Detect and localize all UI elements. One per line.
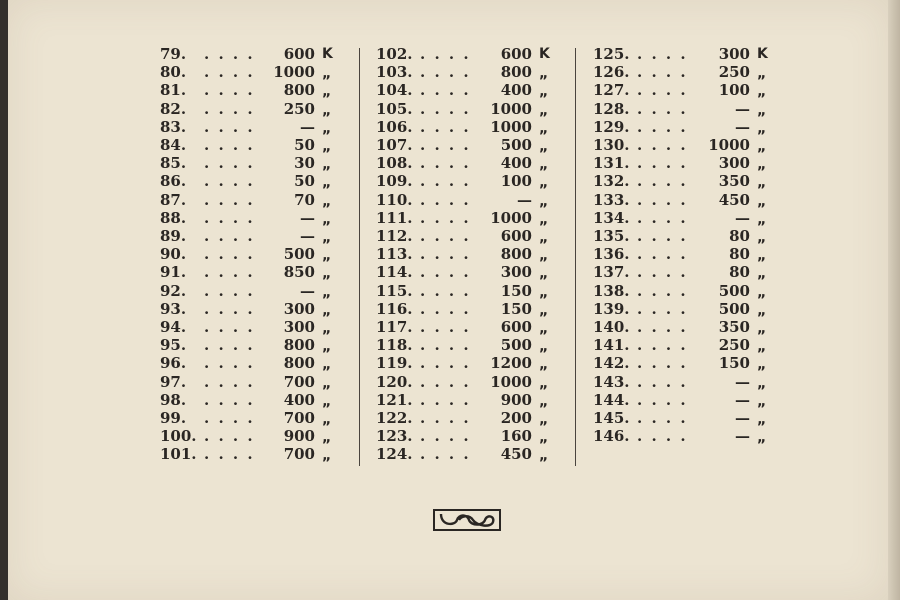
leader-dots: . . . . [420, 409, 471, 427]
leader-dots: . . . . [204, 372, 255, 391]
entry-amount: 900 [500, 390, 532, 409]
entry-number: 133. [593, 190, 630, 209]
leader-dots: . . . . [420, 299, 471, 318]
ditto-mark: „ [757, 321, 767, 337]
entry-amount: — [300, 208, 315, 227]
entry-number: 84. [160, 136, 187, 154]
entry-number: 93. [160, 299, 187, 318]
ditto-mark: „ [539, 211, 549, 228]
currency-unit: K [322, 46, 333, 62]
leader-dots: . . . . [420, 227, 471, 245]
entry-number: 115. [376, 281, 413, 300]
entry-number: 121. [376, 390, 413, 409]
leader-dots: . . . . [420, 154, 471, 173]
table-row [0, 282, 900, 300]
entry-number: 135. [593, 227, 630, 245]
ditto-mark: „ [322, 357, 332, 374]
leader-dots: . . . . [420, 318, 471, 336]
entry-number: 94. [160, 318, 187, 336]
ditto-mark: „ [322, 102, 332, 119]
ditto-mark: „ [322, 430, 332, 447]
leader-dots: . . . . [204, 190, 255, 209]
entry-number: 137. [593, 263, 630, 282]
ditto-mark: „ [757, 211, 767, 228]
leader-dots: . . . . [420, 281, 471, 300]
entry-number: 131. [593, 154, 630, 173]
leader-dots: . . . . [204, 154, 255, 173]
leader-dots: . . . . [420, 390, 471, 409]
entry-number: 134. [593, 208, 630, 227]
ditto-mark: „ [322, 284, 332, 301]
leader-dots: . . . . [204, 281, 255, 300]
table-row [0, 336, 900, 354]
ditto-mark: „ [757, 375, 767, 392]
table-row [0, 100, 900, 118]
table-row [0, 263, 900, 281]
ditto-mark: „ [322, 375, 332, 392]
entry-number: 120. [376, 372, 413, 391]
ditto-mark: „ [539, 284, 549, 301]
leader-dots: . . . . [637, 409, 688, 427]
entry-amount: 250 [283, 99, 315, 118]
ditto-mark: „ [322, 339, 332, 356]
table-row [0, 209, 900, 227]
leader-dots: . . . . [420, 81, 471, 100]
entry-number: 90. [160, 245, 187, 264]
entry-amount: 350 [718, 318, 750, 336]
entry-number: 130. [593, 136, 630, 154]
entry-amount: — [735, 409, 750, 427]
ditto-mark: „ [539, 393, 549, 410]
entry-amount: 600 [500, 227, 532, 245]
entry-amount: 150 [718, 354, 750, 373]
entry-number: 108. [376, 154, 413, 173]
leader-dots: . . . . [204, 299, 255, 318]
ditto-mark: „ [539, 339, 549, 356]
entry-amount: 450 [500, 445, 532, 464]
ditto-mark: „ [322, 248, 332, 265]
leader-dots: . . . . [204, 172, 255, 191]
entry-amount: 300 [283, 299, 315, 318]
leader-dots: . . . . [204, 117, 255, 136]
leader-dots: . . . . [637, 45, 688, 63]
leader-dots: . . . . [204, 354, 255, 373]
table-row [0, 227, 900, 245]
leader-dots: . . . . [420, 63, 471, 82]
entry-amount: 150 [500, 281, 532, 300]
entry-amount: 450 [718, 190, 750, 209]
entry-amount: 50 [294, 172, 315, 191]
entry-number: 141. [593, 336, 630, 355]
entry-amount: 300 [500, 263, 532, 282]
entry-number: 114. [376, 263, 413, 282]
entry-number: 139. [593, 299, 630, 318]
table-row [0, 191, 900, 209]
entry-amount: 600 [500, 45, 532, 63]
leader-dots: . . . . [204, 227, 255, 245]
entry-number: 123. [376, 427, 413, 446]
ditto-mark: „ [322, 139, 332, 155]
ditto-mark: „ [322, 120, 332, 137]
entry-amount: 400 [500, 154, 532, 173]
entry-amount: — [735, 372, 750, 391]
leader-dots: . . . . [637, 154, 688, 173]
entry-number: 102. [376, 45, 413, 63]
entry-amount: 150 [500, 299, 532, 318]
table-row [0, 409, 900, 427]
column-rule-1 [359, 48, 360, 466]
entry-amount: — [735, 208, 750, 227]
entry-number: 140. [593, 318, 630, 336]
ditto-mark: „ [322, 211, 332, 228]
leader-dots: . . . . [204, 81, 255, 100]
entry-amount: 500 [718, 281, 750, 300]
ditto-mark: „ [322, 302, 332, 319]
leader-dots: . . . . [420, 427, 471, 446]
entry-amount: 80 [729, 227, 750, 245]
entry-number: 88. [160, 208, 187, 227]
entry-number: 146. [593, 427, 630, 446]
entry-amount: 900 [283, 427, 315, 446]
table-row [0, 354, 900, 372]
leader-dots: . . . . [204, 318, 255, 336]
table-row [0, 154, 900, 172]
entry-amount: 800 [283, 336, 315, 355]
entry-number: 136. [593, 245, 630, 264]
entry-number: 129. [593, 117, 630, 136]
leader-dots: . . . . [204, 208, 255, 227]
entry-amount: — [300, 117, 315, 136]
entry-number: 128. [593, 99, 630, 118]
leader-dots: . . . . [637, 136, 688, 154]
entry-number: 81. [160, 81, 187, 100]
ditto-mark: „ [539, 175, 549, 192]
leader-dots: . . . . [637, 354, 688, 373]
entry-number: 92. [160, 281, 187, 300]
entry-amount: 1000 [490, 208, 532, 227]
ditto-mark: „ [322, 321, 332, 337]
entry-number: 89. [160, 227, 187, 245]
ditto-mark: „ [539, 357, 549, 374]
ditto-mark: „ [757, 357, 767, 374]
currency-unit: K [757, 46, 768, 62]
entry-number: 124. [376, 445, 413, 464]
ditto-mark: „ [757, 157, 767, 174]
table-row [0, 118, 900, 136]
ditto-mark: „ [757, 393, 767, 410]
ornament-icon [433, 508, 501, 532]
ditto-mark: „ [322, 448, 332, 465]
entry-number: 99. [160, 409, 187, 427]
leader-dots: . . . . [420, 172, 471, 191]
leader-dots: . . . . [637, 190, 688, 209]
currency-unit: K [539, 46, 550, 62]
leader-dots: . . . . [420, 117, 471, 136]
entry-amount: 600 [500, 318, 532, 336]
ditto-mark: „ [539, 448, 549, 465]
leader-dots: . . . . [420, 208, 471, 227]
entry-number: 118. [376, 336, 413, 355]
ditto-mark: „ [539, 84, 549, 101]
table-row [0, 318, 900, 336]
entry-number: 87. [160, 190, 187, 209]
entry-number: 125. [593, 45, 630, 63]
entry-number: 97. [160, 372, 187, 391]
entry-number: 106. [376, 117, 413, 136]
leader-dots: . . . . [420, 445, 471, 464]
entry-amount: 400 [500, 81, 532, 100]
ditto-mark: „ [757, 175, 767, 192]
table-row [0, 245, 900, 263]
entry-number: 116. [376, 299, 413, 318]
ditto-mark: „ [539, 375, 549, 392]
leader-dots: . . . . [204, 445, 255, 464]
entry-number: 119. [376, 354, 413, 373]
ditto-mark: „ [757, 139, 767, 155]
entry-amount: 300 [718, 154, 750, 173]
ditto-mark: „ [757, 102, 767, 119]
entry-amount: 160 [500, 427, 532, 446]
entry-amount: 1200 [490, 354, 532, 373]
entry-amount: 400 [283, 390, 315, 409]
leader-dots: . . . . [420, 263, 471, 282]
entry-number: 122. [376, 409, 413, 427]
entry-amount: 250 [718, 336, 750, 355]
entry-number: 109. [376, 172, 413, 191]
ditto-mark: „ [539, 66, 549, 83]
ditto-mark: „ [757, 339, 767, 356]
ditto-mark: „ [757, 412, 767, 428]
leader-dots: . . . . [204, 63, 255, 82]
ditto-mark: „ [539, 430, 549, 447]
ditto-mark: „ [539, 157, 549, 174]
entry-amount: 800 [500, 63, 532, 82]
entry-amount: 300 [283, 318, 315, 336]
leader-dots: . . . . [204, 136, 255, 154]
ditto-mark: „ [322, 84, 332, 101]
entry-number: 83. [160, 117, 187, 136]
entry-amount: 500 [718, 299, 750, 318]
ditto-mark: „ [757, 84, 767, 101]
entry-amount: 800 [283, 354, 315, 373]
leader-dots: . . . . [420, 245, 471, 264]
leader-dots: . . . . [204, 263, 255, 282]
leader-dots: . . . . [204, 390, 255, 409]
ditto-mark: „ [322, 412, 332, 428]
leader-dots: . . . . [637, 245, 688, 264]
leader-dots: . . . . [637, 372, 688, 391]
entry-amount: 100 [718, 81, 750, 100]
entry-number: 127. [593, 81, 630, 100]
ditto-mark: „ [539, 412, 549, 428]
leader-dots: . . . . [637, 81, 688, 100]
entry-number: 82. [160, 99, 187, 118]
entry-number: 85. [160, 154, 187, 173]
ditto-mark: „ [322, 193, 332, 210]
entry-number: 110. [376, 190, 413, 209]
leader-dots: . . . . [637, 336, 688, 355]
ditto-mark: „ [539, 321, 549, 337]
entry-number: 132. [593, 172, 630, 191]
ditto-mark: „ [539, 248, 549, 265]
leader-dots: . . . . [204, 99, 255, 118]
ditto-mark: „ [539, 193, 549, 210]
entry-number: 98. [160, 390, 187, 409]
entry-number: 113. [376, 245, 413, 264]
entry-amount: 700 [283, 372, 315, 391]
ditto-mark: „ [322, 175, 332, 192]
entry-number: 126. [593, 63, 630, 82]
entry-number: 95. [160, 336, 187, 355]
entry-number: 86. [160, 172, 187, 191]
ditto-mark: „ [757, 284, 767, 301]
entry-amount: 1000 [273, 63, 315, 82]
entry-number: 144. [593, 390, 630, 409]
leader-dots: . . . . [637, 299, 688, 318]
ditto-mark: „ [757, 302, 767, 319]
leader-dots: . . . . [637, 99, 688, 118]
ditto-mark: „ [322, 393, 332, 410]
leader-dots: . . . . [204, 427, 255, 446]
entry-amount: — [300, 281, 315, 300]
entry-number: 112. [376, 227, 413, 245]
leader-dots: . . . . [637, 172, 688, 191]
entry-number: 105. [376, 99, 413, 118]
entry-amount: 700 [283, 445, 315, 464]
entry-amount: 500 [283, 245, 315, 264]
column-rule-2 [575, 48, 576, 466]
leader-dots: . . . . [204, 336, 255, 355]
entry-amount: 800 [283, 81, 315, 100]
entry-amount: 30 [294, 154, 315, 173]
ditto-mark: „ [539, 230, 549, 246]
table-row [0, 391, 900, 409]
ditto-mark: „ [539, 302, 549, 319]
leader-dots: . . . . [637, 117, 688, 136]
entry-amount: 1000 [708, 136, 750, 154]
ditto-mark: „ [757, 430, 767, 447]
leader-dots: . . . . [637, 208, 688, 227]
entry-amount: 500 [500, 336, 532, 355]
ditto-mark: „ [757, 193, 767, 210]
table-row [0, 445, 900, 463]
table-row [0, 45, 900, 63]
entry-amount: 80 [729, 245, 750, 264]
leader-dots: . . . . [637, 63, 688, 82]
table-row [0, 427, 900, 445]
leader-dots: . . . . [637, 263, 688, 282]
entry-number: 143. [593, 372, 630, 391]
table-row [0, 136, 900, 154]
entry-number: 79. [160, 45, 187, 63]
leader-dots: . . . . [637, 427, 688, 446]
entry-number: 103. [376, 63, 413, 82]
table-row [0, 63, 900, 81]
entry-number: 100. [160, 427, 197, 446]
leader-dots: . . . . [420, 372, 471, 391]
leader-dots: . . . . [204, 409, 255, 427]
entry-amount: 350 [718, 172, 750, 191]
ditto-mark: „ [757, 230, 767, 246]
ditto-mark: „ [322, 66, 332, 83]
entry-amount: 850 [283, 263, 315, 282]
entry-amount: 1000 [490, 117, 532, 136]
table-row [0, 300, 900, 318]
leader-dots: . . . . [637, 390, 688, 409]
entry-amount: 1000 [490, 372, 532, 391]
leader-dots: . . . . [420, 190, 471, 209]
ditto-mark: „ [539, 120, 549, 137]
entry-amount: 800 [500, 245, 532, 264]
entry-number: 104. [376, 81, 413, 100]
entry-number: 101. [160, 445, 197, 464]
entry-amount: 700 [283, 409, 315, 427]
ditto-mark: „ [322, 157, 332, 174]
entry-amount: — [300, 227, 315, 245]
entry-number: 145. [593, 409, 630, 427]
entry-amount: 100 [500, 172, 532, 191]
ditto-mark: „ [757, 248, 767, 265]
entry-amount: 600 [283, 45, 315, 63]
entry-amount: — [517, 190, 532, 209]
entry-number: 142. [593, 354, 630, 373]
entry-amount: 1000 [490, 99, 532, 118]
leader-dots: . . . . [420, 354, 471, 373]
ditto-mark: „ [539, 139, 549, 155]
entry-amount: — [735, 390, 750, 409]
leader-dots: . . . . [420, 136, 471, 154]
entry-amount: — [735, 99, 750, 118]
entry-amount: — [735, 117, 750, 136]
leader-dots: . . . . [637, 318, 688, 336]
ditto-mark: „ [539, 266, 549, 283]
entry-number: 96. [160, 354, 187, 373]
leader-dots: . . . . [420, 45, 471, 63]
leader-dots: . . . . [204, 45, 255, 63]
ditto-mark: „ [539, 102, 549, 119]
entry-amount: 300 [718, 45, 750, 63]
leader-dots: . . . . [204, 245, 255, 264]
entry-number: 107. [376, 136, 413, 154]
table-row [0, 373, 900, 391]
entry-number: 117. [376, 318, 413, 336]
table-row [0, 172, 900, 190]
entry-number: 80. [160, 63, 187, 82]
entry-number: 111. [376, 208, 413, 227]
entry-amount: 50 [294, 136, 315, 154]
ditto-mark: „ [322, 266, 332, 283]
entry-amount: 70 [294, 190, 315, 209]
leader-dots: . . . . [637, 227, 688, 245]
entry-amount: 500 [500, 136, 532, 154]
table-row [0, 81, 900, 99]
leader-dots: . . . . [420, 336, 471, 355]
entry-amount: — [735, 427, 750, 446]
ditto-mark: „ [757, 66, 767, 83]
leader-dots: . . . . [420, 99, 471, 118]
leader-dots: . . . . [637, 281, 688, 300]
ditto-mark: „ [757, 120, 767, 137]
entry-amount: 250 [718, 63, 750, 82]
entry-number: 91. [160, 263, 187, 282]
ditto-mark: „ [322, 230, 332, 246]
entry-amount: 200 [500, 409, 532, 427]
entry-amount: 80 [729, 263, 750, 282]
entry-number: 138. [593, 281, 630, 300]
ditto-mark: „ [757, 266, 767, 283]
